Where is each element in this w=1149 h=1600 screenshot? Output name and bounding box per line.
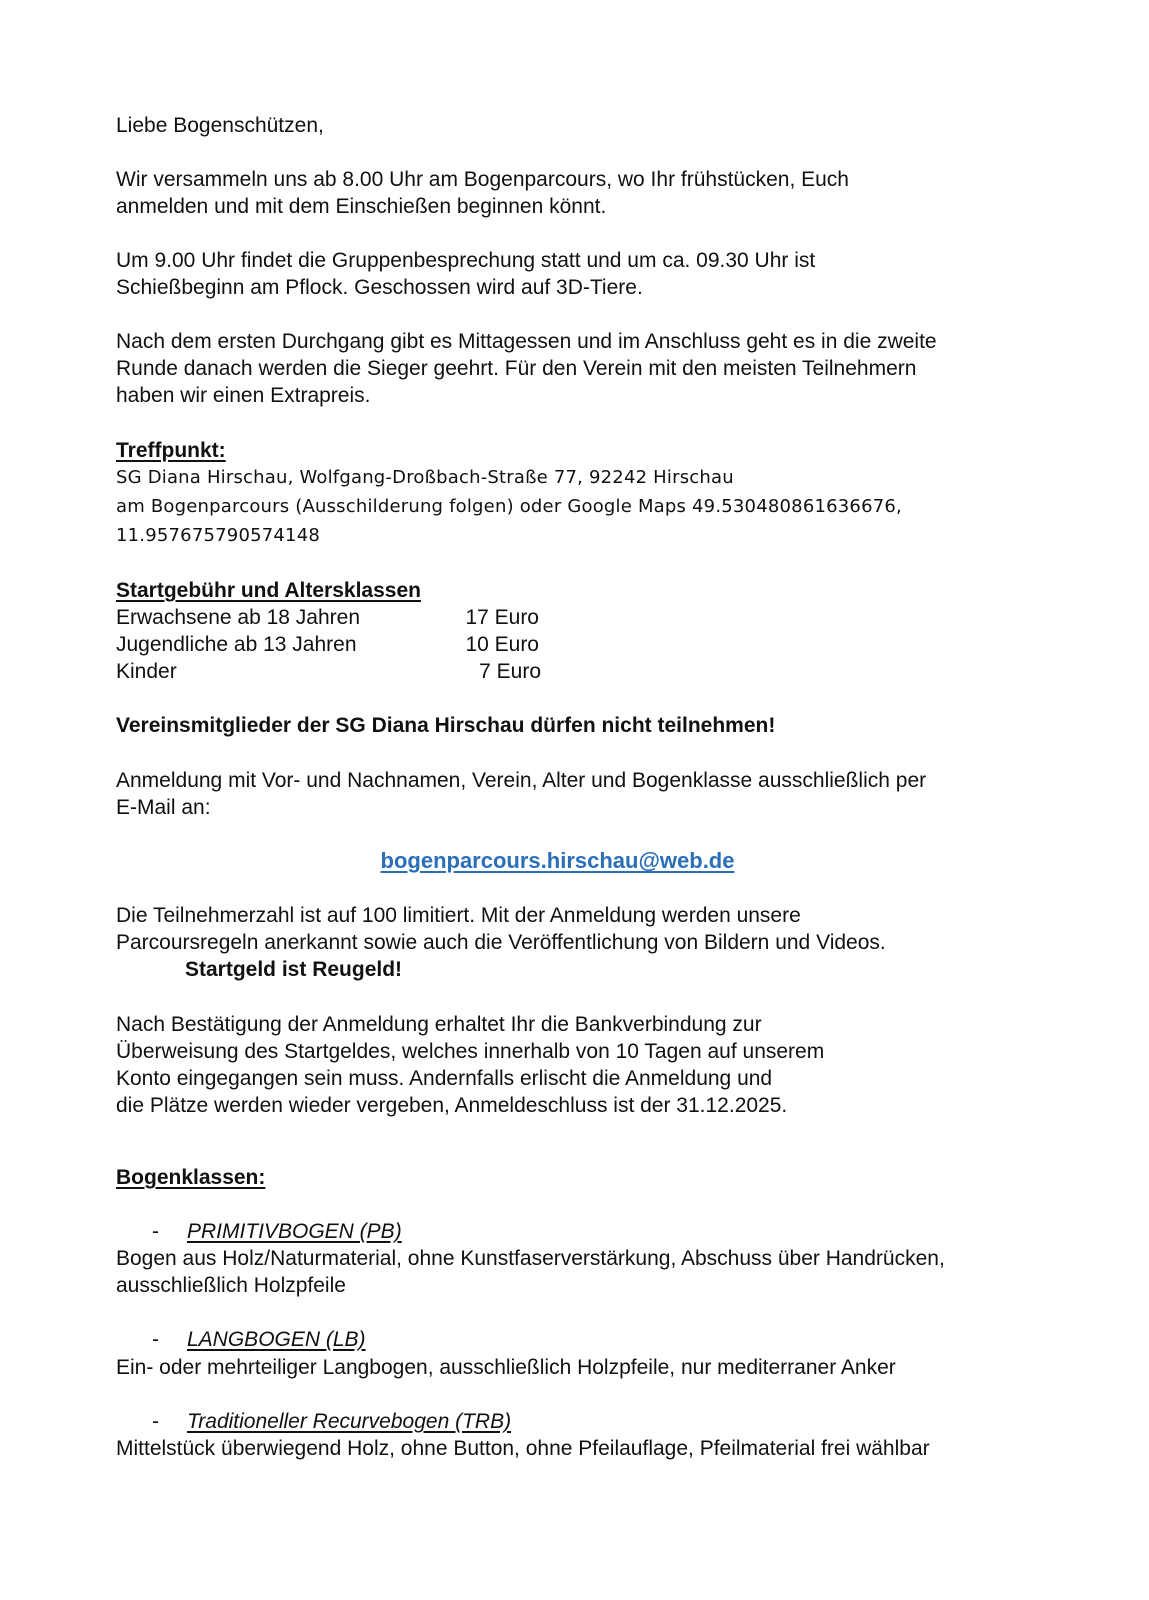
meeting-point-heading: Treffpunkt: bbox=[116, 439, 226, 462]
schedule-line: Um 9.00 Uhr findet die Gruppenbesprechung statt und um ca. 09.30 Uhr ist bbox=[116, 249, 816, 272]
list-dash: - bbox=[152, 1328, 159, 1351]
fee-row bbox=[116, 631, 556, 658]
bow-class-desc-line: ausschließlich Holzpfeile bbox=[116, 1274, 346, 1297]
payment-line: Überweisung des Startgeldes, welches innerhalb von 10 Tagen auf unserem bbox=[116, 1040, 825, 1063]
fees-heading: Startgebühr und Altersklassen bbox=[116, 579, 421, 602]
bow-classes-heading: Bogenklassen: bbox=[116, 1166, 266, 1189]
bow-class-title bbox=[152, 1326, 366, 1353]
bow-class-description bbox=[116, 1354, 1016, 1381]
intro-paragraph bbox=[116, 166, 1016, 220]
list-dash: - bbox=[152, 1410, 159, 1433]
payment-line: Konto eingegangen sein muss. Andernfalls erlischt die Anmeldung und bbox=[116, 1067, 773, 1090]
list-dash: - bbox=[152, 1220, 159, 1243]
non-refundable-notice: Startgeld ist Reugeld! bbox=[185, 958, 403, 981]
fee-price: 17 Euro bbox=[465, 606, 539, 629]
bow-class-desc-line: Mittelstück überwiegend Holz, ohne Button, ohne Pfeilauflage, Pfeilmaterial frei wählbar bbox=[116, 1437, 930, 1460]
program-line: haben wir einen Extrapreis. bbox=[116, 384, 371, 407]
bow-class-name: PRIMITIVBOGEN (PB) bbox=[187, 1220, 402, 1243]
limit-line: Die Teilnehmerzahl ist auf 100 limitiert. Mit der Anmeldung werden unsere bbox=[116, 904, 801, 927]
program-line: Nach dem ersten Durchgang gibt es Mittagessen und im Anschluss geht es in die zweite bbox=[116, 330, 937, 353]
registration-paragraph bbox=[116, 767, 1016, 821]
fee-label: Jugendliche ab 13 Jahren bbox=[116, 633, 357, 656]
fee-label: Kinder bbox=[116, 660, 177, 683]
bow-class-name: Traditioneller Recurvebogen (TRB) bbox=[187, 1410, 512, 1433]
program-line: Runde danach werden die Sieger geehrt. Für den Verein mit den meisten Teilnehmern bbox=[116, 357, 917, 380]
address-line: SG Diana Hirschau, Wolfgang-Droßbach-Straße 77, 92242 Hirschau bbox=[116, 467, 734, 488]
fee-row bbox=[116, 658, 556, 685]
email-row bbox=[0, 848, 1149, 874]
program-paragraph bbox=[116, 328, 1016, 409]
bow-class-description bbox=[116, 1245, 1016, 1299]
limit-line: Parcoursregeln anerkannt sowie auch die Veröffentlichung von Bildern und Videos. bbox=[116, 931, 886, 954]
fee-price: 10 Euro bbox=[465, 633, 539, 656]
greeting bbox=[116, 112, 1016, 139]
email-link[interactable]: bogenparcours.hirschau@web.de bbox=[380, 848, 735, 873]
bow-class-name: LANGBOGEN (LB) bbox=[187, 1328, 366, 1351]
limit-paragraph bbox=[116, 902, 1016, 983]
greeting-text: Liebe Bogenschützen, bbox=[116, 114, 324, 137]
bow-class-desc-line: Ein- oder mehrteiliger Langbogen, ausschließlich Holzpfeile, nur mediterraner Anker bbox=[116, 1356, 896, 1379]
schedule-paragraph bbox=[116, 247, 1016, 301]
bow-class-description bbox=[116, 1435, 1016, 1462]
bow-class-title bbox=[152, 1218, 402, 1245]
payment-line: Nach Bestätigung der Anmeldung erhaltet Ihr die Bankverbindung zur bbox=[116, 1013, 762, 1036]
fee-row bbox=[116, 604, 556, 631]
meeting-point-address bbox=[116, 463, 1016, 550]
intro-line: anmelden und mit dem Einschießen beginnen könnt. bbox=[116, 195, 607, 218]
coordinates-line: 11.957675790574148 bbox=[116, 525, 321, 546]
registration-line: E-Mail an: bbox=[116, 796, 211, 819]
intro-line: Wir versammeln uns ab 8.00 Uhr am Bogenparcours, wo Ihr frühstücken, Euch bbox=[116, 168, 849, 191]
payment-line: die Plätze werden wieder vergeben, Anmeldeschluss ist der 31.12.2025. bbox=[116, 1094, 788, 1117]
registration-line: Anmeldung mit Vor- und Nachnamen, Verein, Alter und Bogenklasse ausschließlich per bbox=[116, 769, 927, 792]
bow-class-title bbox=[152, 1408, 511, 1435]
fee-label: Erwachsene ab 18 Jahren bbox=[116, 606, 360, 629]
bow-class-desc-line: Bogen aus Holz/Naturmaterial, ohne Kunstfaserverstärkung, Abschuss über Handrücken, bbox=[116, 1247, 945, 1270]
payment-paragraph bbox=[116, 1011, 1016, 1119]
schedule-line: Schießbeginn am Pflock. Geschossen wird auf 3D-Tiere. bbox=[116, 276, 643, 299]
fee-table bbox=[116, 604, 556, 685]
members-notice: Vereinsmitglieder der SG Diana Hirschau dürfen nicht teilnehmen! bbox=[116, 714, 776, 737]
address-line: am Bogenparcours (Ausschilderung folgen) oder Google Maps 49.530480861636676, bbox=[116, 496, 902, 517]
fee-price: 7 Euro bbox=[479, 660, 541, 683]
